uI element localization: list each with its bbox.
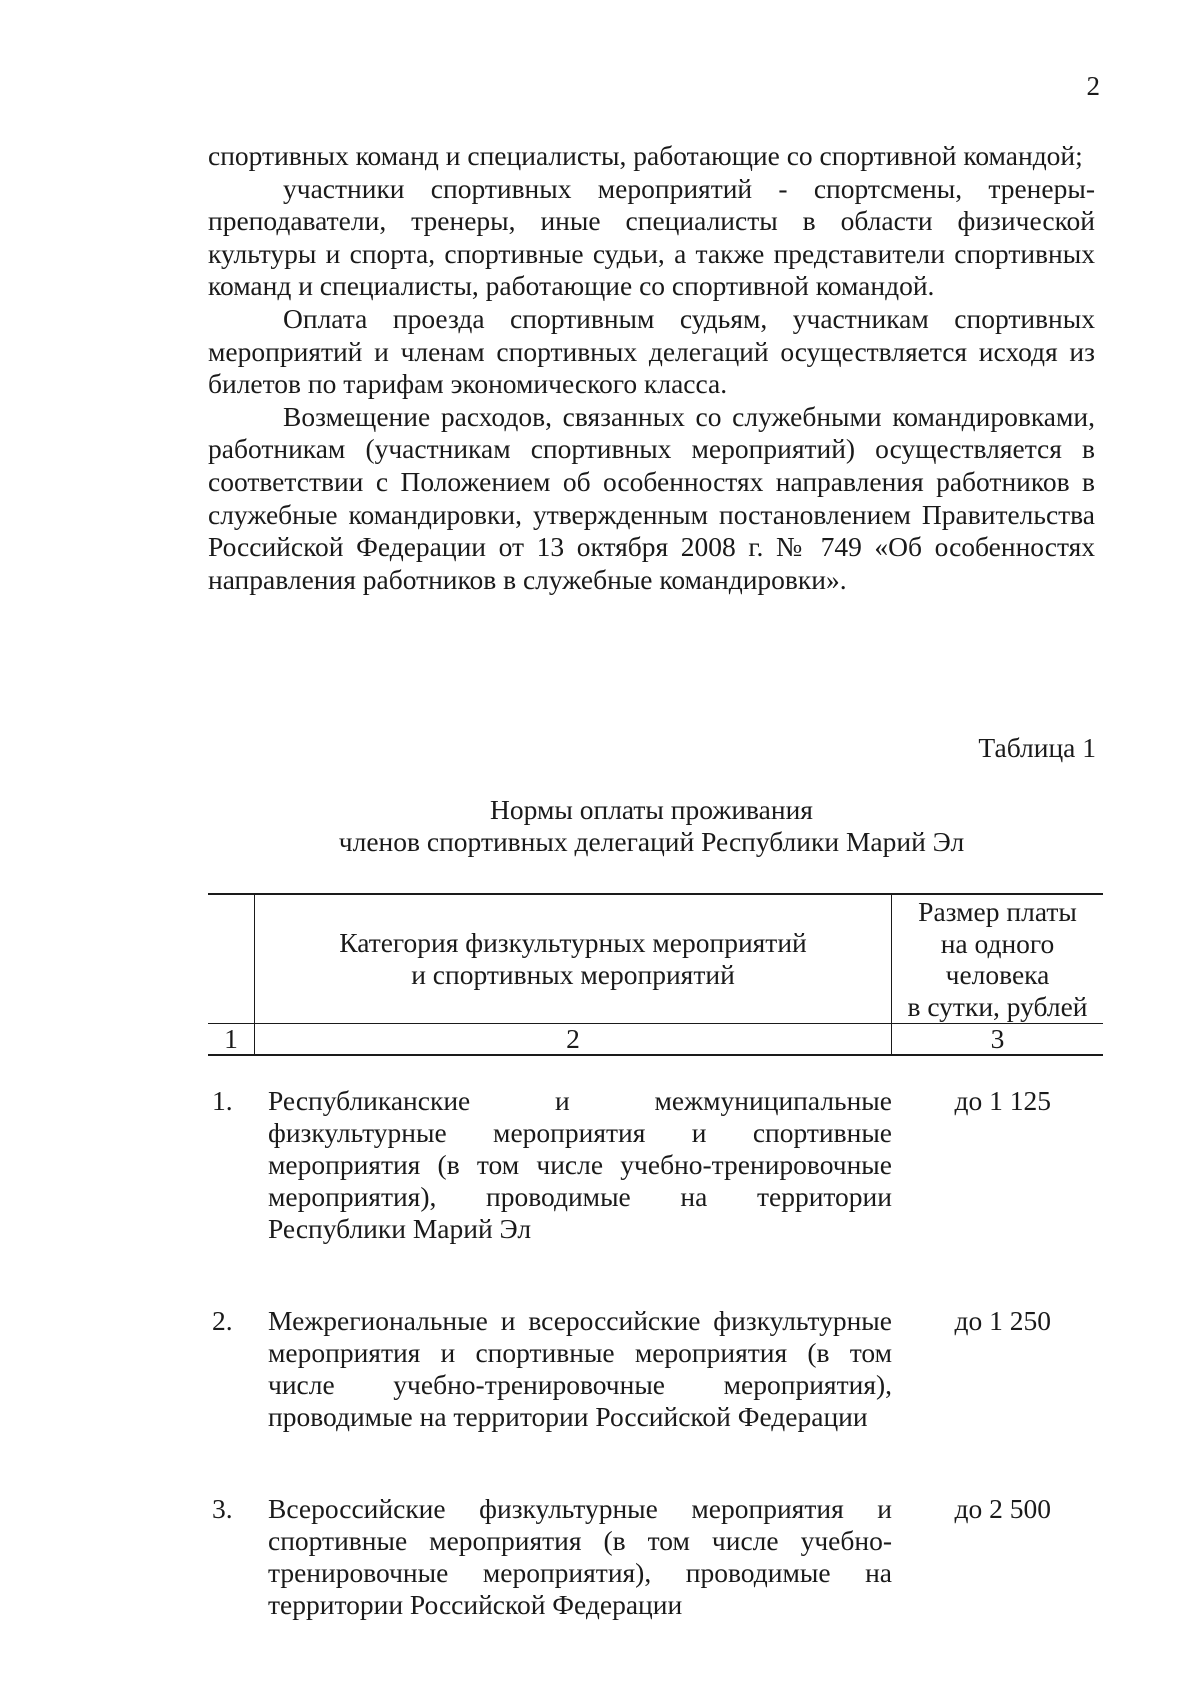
column-number-row	[208, 1024, 1103, 1056]
paragraph-travel-payment: Оплата проезда спортивным судьям, участникам спортивных мероприятий и членам спортивных делегаций осуществляется исходя из билетов по тарифам экономического класса.	[208, 302, 1095, 400]
table-row	[208, 1493, 1103, 1621]
table-title-line-1: Нормы оплаты проживания	[490, 794, 813, 825]
row-rate: до 1 125	[954, 1085, 1051, 1116]
header-cell-category	[255, 894, 892, 1024]
row-number: 2.	[212, 1305, 233, 1336]
rates-table-body	[208, 1085, 1103, 1681]
table-header-row	[208, 894, 1103, 1024]
table-row	[208, 1085, 1103, 1245]
row-category: Республиканские и межмуниципальные физкультурные мероприятия и спортивные мероприятия (в том числе учебно-тренировочные мероприятия), проводимые на территории Республики Марий Эл	[268, 1085, 892, 1244]
paragraph-continuation: спортивных команд и специалисты, работающие со спортивной командой;	[208, 140, 1083, 171]
column-number-1: 1	[208, 1024, 255, 1056]
header-cell-number	[208, 894, 255, 1024]
paragraph-participants: участники спортивных мероприятий - спортсмены, тренеры-преподаватели, тренеры, иные специалисты в области физической культуры и спорта, спортивные судьи, а также представители спортивных команд и специалисты, работающие со спортивной командой.	[208, 172, 1095, 302]
table-label: Таблица 1	[978, 732, 1096, 763]
header-rate-line-3: человека	[945, 959, 1050, 990]
header-cell-rate	[892, 894, 1104, 1024]
body-text	[208, 140, 1095, 596]
row-category: Всероссийские физкультурные мероприятия и спортивные мероприятия (в том числе учебно-тренировочные мероприятия), проводимые на территории Российской Федерации	[268, 1493, 892, 1620]
row-number: 1.	[212, 1085, 233, 1116]
table-title-line-2: членов спортивных делегаций Республики Марий Эл	[338, 826, 965, 857]
column-number-2: 2	[255, 1024, 892, 1056]
column-number-3: 3	[892, 1024, 1104, 1056]
row-number: 3.	[212, 1493, 233, 1524]
rates-table-header	[208, 893, 1103, 1056]
table-title	[208, 794, 1095, 858]
paragraph-expense-reimbursement: Возмещение расходов, связанных со служебными командировками, работникам (участникам спортивных мероприятий) осуществляется в соответствии с Положением об особенностях направления работников в служебные командировки, утвержденным постановлением Правительства Российской Федерации от 13 октября 2008 г. № 749 «Об особенностях направления работников в служебные командировки».	[208, 400, 1095, 595]
row-rate: до 2 500	[954, 1493, 1051, 1524]
page-number: 2	[1086, 71, 1100, 101]
table-row	[208, 1305, 1103, 1433]
row-rate: до 1 250	[954, 1305, 1051, 1336]
header-rate-line-4: в сутки, рублей	[907, 990, 1088, 1022]
header-rate-line-1: Размер платы	[918, 896, 1077, 927]
header-category-line-2: и спортивных мероприятий	[411, 959, 735, 990]
header-category-line-1: Категория физкультурных мероприятий	[339, 927, 807, 958]
header-rate-line-2: на одного	[940, 927, 1055, 959]
row-category: Межрегиональные и всероссийские физкультурные мероприятия и спортивные мероприятия (в том числе учебно-тренировочные мероприятия), проводимые на территории Российской Федерации	[268, 1305, 892, 1432]
